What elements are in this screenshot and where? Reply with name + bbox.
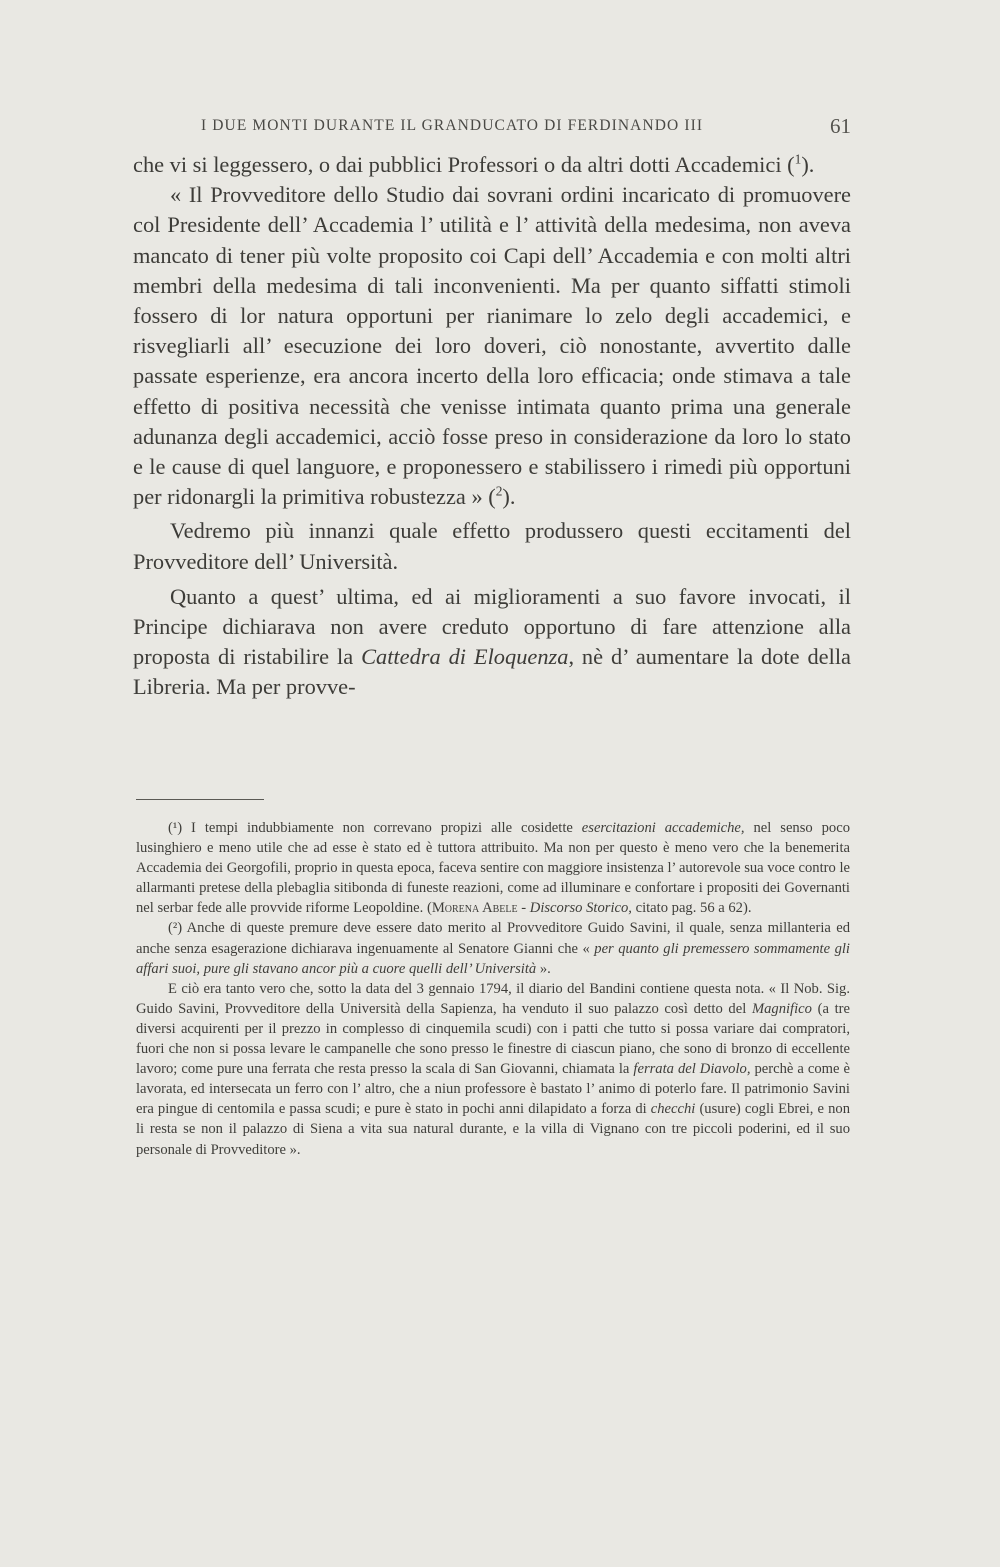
footnote-3-text-d: (usure) cogli Ebrei, e non li resta se non il palazzo di Siena a vita sua natural durante, e la villa di Vignano con tre piccoli poderini, ed il suo personale di Provveditore ». bbox=[136, 1101, 850, 1158]
footnote-1-text-c: citato pag. 56 a 62). bbox=[631, 900, 752, 917]
paragraph-2 bbox=[133, 180, 851, 512]
paragraph-2-text: « Il Provveditore dello Studio dai sovrani ordini incaricato di promuovere col Presidente dell’ Accademia l’ utilità e l’ attività della medesima, non aveva mancato di tener più volte proposito coi Capi dell’ Accademia e con molti altri membri della medesima di tali inconvenienti. Ma per quanto siffatti stimoli fossero di lor natura opportuni per rianimare lo zelo degli accademici, e risvegliarli all’ esecuzione dei loro doveri, ciò nonostante, avvertito dalle passate esperienze, era ancora incerto della loro efficacia; onde stimava a tale effetto di positiva necessità che venisse intimata quanto prima una generale adunanza degli accademici, acciò fosse preso in considerazione da loro lo stato e le cause di quel languore, e proponessero e stabilissero i rimedi più opportuni per ridonargli la primitiva robustezza » ( bbox=[133, 182, 851, 510]
footnote-ref-1: 1 bbox=[794, 151, 802, 167]
footnote-2 bbox=[136, 918, 850, 978]
footnote-2-continuation bbox=[136, 979, 850, 1160]
footnote-ref-2: 2 bbox=[495, 483, 503, 499]
paragraph-4 bbox=[133, 582, 851, 703]
paragraph-2-tail: ). bbox=[502, 484, 516, 510]
page-number: 61 bbox=[830, 114, 851, 138]
footnote-2-text-b: ». bbox=[536, 960, 551, 977]
footnote-1-work: Discorso Storico, bbox=[529, 900, 632, 917]
main-text bbox=[133, 150, 851, 703]
footnote-3-text-c: perchè a come è lavorata, ed intersecata un ferro con l’ altro, che a niun professore è bastato l’ animo di poterlo fare. Il patrimonio Savini era pingue di centomila e passa scudi; e pure è stato in pochi anni dilapidato a forza di bbox=[136, 1061, 850, 1118]
footnote-2-text-a: Anche di queste premure deve essere dato merito al Provveditore Guido Savini, il quale, senza millanteria ed anche senza esagerazione dichiarava ingenuamente al Senatore Gianni che « bbox=[136, 920, 850, 957]
page-header bbox=[201, 114, 851, 141]
footnote-3-text-b: (a tre diversi acquirenti per il prezzo in complesso di cinquemila scudi) con i patti che tutto si possa variare dai compratori, fuori che non si possa levare le campanelle che sono presso le finestre di ciascun piano, che sono di bronzo di eccellente lavoro; come pure una ferrata che resta presso la scala di San Giovanni, chiamata la bbox=[136, 1000, 851, 1078]
paragraph-4-italic: Cattedra di Eloquenza bbox=[361, 644, 569, 670]
footnote-1-sep: - bbox=[517, 900, 530, 917]
paragraph-4-tail: , nè d’ aumentare la dote della Libreria. Ma per provve- bbox=[133, 644, 851, 700]
paragraph-1 bbox=[133, 150, 851, 180]
footnote-1-text-b: nel senso poco lusinghiero e meno utile che ad esse è stato ed è tuttora attribuito. Ma non per questo è meno vero che la benemerita Accademia dei Georgofili, proprio in questa epoca, faceva sentire con maggiore insistenza l’ autorevole sua voce contro le allarmanti pretese della plebaglia sitibonda di funeste reazioni, come ad illuminare e confortare i propositi dei Governanti nel serbar fede alle provvide riforme Leopoldine. ( bbox=[136, 820, 850, 917]
footnote-2-mark: (²) bbox=[168, 920, 183, 937]
running-title: I DUE MONTI DURANTE IL GRANDUCATO DI FERDINANDO III bbox=[201, 117, 704, 134]
footnote-1-italic: esercitazioni accademiche, bbox=[581, 820, 745, 836]
footnote-2-quote: per quanto gli premessero sommamente gli affari suoi, pure gli stavano ancor più a cuore quelli dell’ Università bbox=[136, 940, 850, 977]
footnote-1-mark: (¹) bbox=[168, 820, 183, 836]
footnote-rule bbox=[136, 799, 264, 800]
paragraph-1-tail: ). bbox=[801, 152, 815, 177]
footnote-3-italic-a: Magnifico bbox=[751, 1000, 812, 1017]
footnote-3-text-a: E ciò era tanto vero che, sotto la data del 3 gennaio 1794, il diario del Bandini contiene questa nota. « Il Nob. Sig. Guido Savini, Provveditore della Università della Sapienza, ha venduto il suo palazzo così detto del bbox=[136, 980, 850, 1017]
footnote-1-text-a: I tempi indubbiamente non correvano propizi alle cosidette bbox=[182, 820, 582, 836]
paragraph-4-text: Quanto a quest’ ultima, ed ai miglioramenti a suo favore invocati, il Principe dichiarava non avere creduto opportuno di fare attenzione alla proposta di ristabilire la bbox=[133, 583, 851, 670]
footnote-3-italic-c: checchi bbox=[650, 1101, 696, 1118]
footnotes bbox=[136, 818, 850, 1160]
paragraph-1-text: che vi si leggessero, o dai pubblici Professori o da altri dotti Accademici ( bbox=[133, 152, 795, 177]
footnote-1-author: Morena Abele bbox=[431, 900, 518, 917]
paragraph-3: Vedremo più innanzi quale effetto produssero questi eccitamenti del Provveditore dell’ Università. bbox=[133, 518, 851, 574]
footnote-1 bbox=[136, 818, 850, 918]
footnote-3-italic-b: ferrata del Diavolo, bbox=[633, 1061, 751, 1078]
